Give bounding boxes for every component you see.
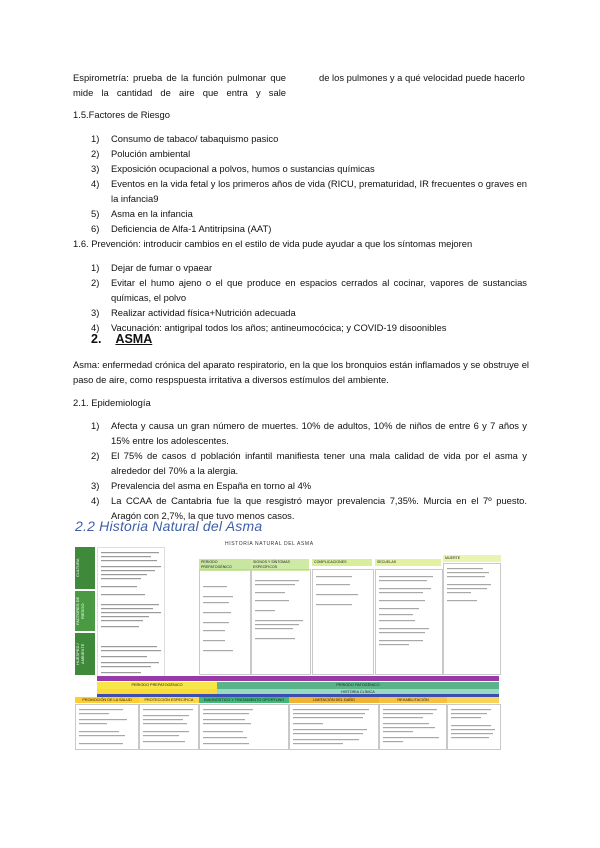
risk-list [91,131,527,236]
list-item: 4) Vacunación: antigripal todos los años; antineumocócica; y COVID-19 disoonibles [91,322,447,333]
column-header: SECUELAS [375,559,441,566]
risk-heading: 1.5.Factores de Riesgo [73,109,170,120]
column-header: MUERTE [443,555,501,562]
level-body [75,704,139,750]
bar-clinical: HISTORIA CLÍNICA [217,689,499,694]
column-header: SIGNOS Y SÍNTOMAS ESPECÍFICOS [251,559,309,571]
column-body [375,569,443,675]
level-header: DIAGNÓSTICO Y TRATAMIENTO OPORTUNO [199,697,289,703]
level-body [289,704,379,750]
level-body [379,704,447,750]
column-body [199,569,251,675]
list-item: 2) Evitar el humo ajeno o el que produce en espacios cerrados al cocinar, vapores de sustancias químicas, el polvo [91,277,527,303]
bar-pathogenic: PERIODO PATOGÉNICO [217,682,499,689]
column-body [443,563,501,675]
level-body [199,704,289,750]
level-header: LIMITACIÓN DEL DAÑO [289,697,379,703]
bar-pink [97,676,499,681]
epidemiology-heading: 2.1. Epidemiología [73,397,151,408]
level-body [447,704,501,750]
level-header [447,697,499,703]
left-label-block: CULTURA [75,547,95,589]
bar-prepathogenic: PERIODO PREPATOGÉNICO [97,682,217,689]
list-item: 5) Asma en la infancia [91,208,193,219]
level-header: REHABILITACIÓN [379,697,447,703]
natural-history-heading: 2.2 Historia Natural del Asma [75,518,263,534]
natural-history-figure [75,537,507,750]
list-item: 1) Afecta y causa un gran número de muertes. 10% de adultos, 10% de niños de entre 6 y 7 años y 15% entre los adolescentes. [91,420,527,446]
level-header: PROMOCIÓN DE LA SALUD [75,697,139,703]
column-body [312,569,374,675]
risk-factors-text-block [97,547,165,677]
asma-definition: Asma: enfermedad crónica del aparato respiratorio, en la que los bronquios están inflamados y se obstruye el paso de aire, como respspuesta irritativa a diversos estímulos del ambiente. [73,359,529,385]
list-item: 1) Dejar de fumar o vpaear [91,262,213,273]
prevention-list [91,260,527,335]
level-header: PROTECCIÓN ESPECÍFICA [139,697,199,703]
list-item: 1) Consumo de tabaco/ tabaquismo pasico [91,133,279,144]
intro-left-text: Espirometría: prueba de la función pulmonar que mide la cantidad de aire que entra y sale [73,72,286,98]
list-item: 3) Exposición ocupacional a polvos, humos o sustancias químicas [91,163,375,174]
left-label-block: HUÉSPED / AMBIENTE [75,633,95,675]
column-header: PERIODO PREPATOGÉNICO [199,559,251,571]
list-item: 3) Realizar actividad física+Nutrición adecuada [91,307,296,318]
section-title-asma: 2. ASMA [91,332,153,346]
list-item: 3) Prevalencia del asma en España en torno al 4% [91,480,312,491]
intro-right-text: de los pulmones y a qué velocidad puede hacerlo [319,72,525,83]
text-lines-graphic [98,548,164,676]
prevention-heading: 1.6. Prevención: introducir cambios en el estilo de vida pude ayudar a que los síntomas mejoren [73,238,473,249]
level-body [139,704,199,750]
list-item: 2) Polución ambiental [91,148,191,159]
column-header: COMPLICACIONES [312,559,372,566]
list-item: 4) La CCAA de Cantabria fue la que resgistró mayor prevalencia 7,35%. Murcia en el 7º puesto. Aragón con 2,7%, la que tuvo menos casos. [91,495,527,521]
left-label-block: FACTORES DE RIESGO [75,591,95,631]
column-body [251,569,311,675]
list-item: 4) Eventos en la vida fetal y los primeros años de vida (RICU, prematuridad, IR frecuentes o graves en la infancia9 [91,178,527,204]
figure-title: HISTORIA NATURAL DEL ASMA [225,541,314,547]
list-item: 6) Deficiencia de Alfa-1 Antitripsina (AAT) [91,223,272,234]
epidemiology-list [91,418,527,523]
list-item: 2) El 75% de casos d población infantil manifiesta tener una mala calidad de vida por el asma y alrededor del 70% a la alergia. [91,450,527,476]
